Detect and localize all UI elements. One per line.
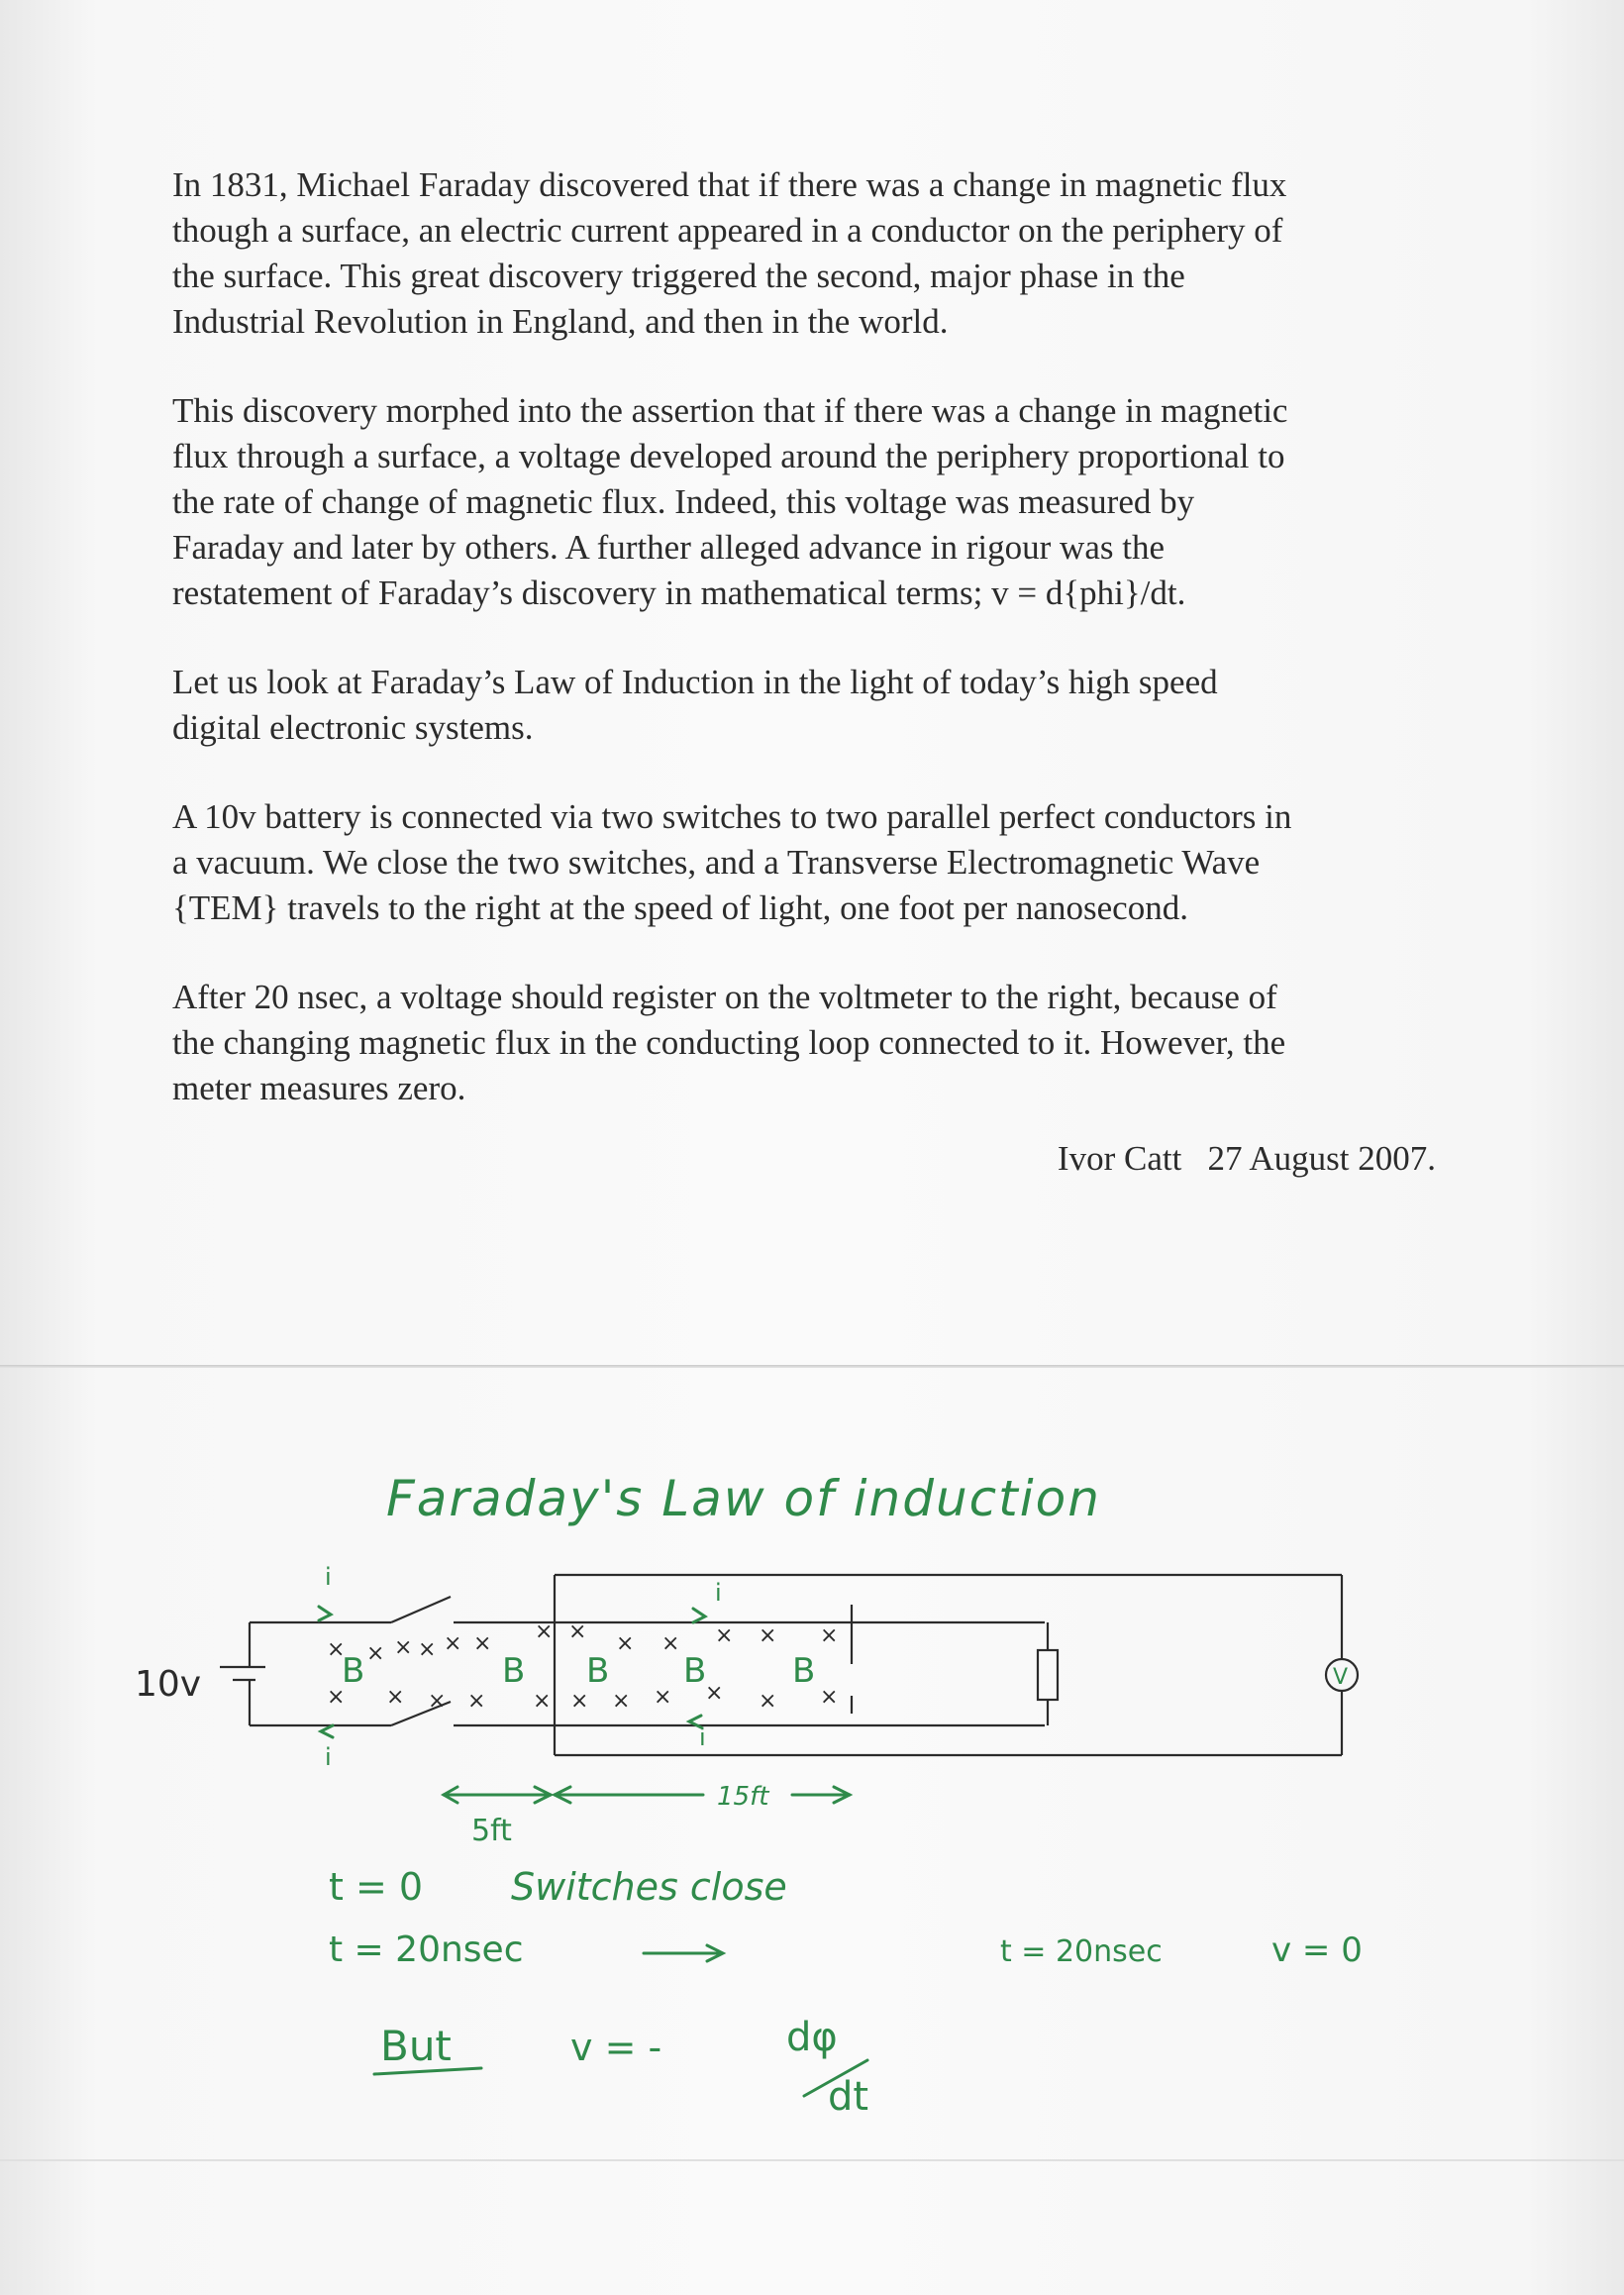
voltmeter-label: V xyxy=(1333,1665,1349,1690)
paragraph-5: After 20 nsec, a voltage should register on the voltmeter to the right, because of the changing magnetic flux in the conducting loop connected to it. However, the meter measures zero. xyxy=(172,978,1286,1107)
lower-paper-edge xyxy=(0,2159,1624,2161)
dim-5ft: 5ft xyxy=(471,1814,512,1848)
field-x: × xyxy=(820,1623,839,1648)
b-label: B xyxy=(342,1651,365,1691)
field-x: × xyxy=(327,1637,346,1662)
paragraph-4: A 10v battery is connected via two switches to two parallel perfect conductors in a vacuum. We close the two switches, and a Transverse Electromagnetic Wave {TEM} travels to the right at the speed of light, one foot per nanosecond. xyxy=(172,797,1292,927)
time-20nsec: t = 20nsec xyxy=(329,1930,524,1970)
time-20nsec-right: t = 20nsec xyxy=(1000,1934,1163,1969)
field-x: × xyxy=(616,1631,635,1656)
current-label: i xyxy=(715,1579,722,1607)
field-x: × xyxy=(568,1619,587,1644)
field-x: × xyxy=(366,1641,385,1666)
handwritten-diagram xyxy=(0,1367,1624,2258)
letter-body xyxy=(172,162,1450,1155)
time-zero: t = 0 xyxy=(329,1865,424,1909)
b-label: B xyxy=(586,1651,610,1691)
field-x: × xyxy=(418,1637,437,1662)
field-x: × xyxy=(386,1685,405,1710)
field-x: × xyxy=(759,1623,777,1648)
battery-label: 10v xyxy=(135,1664,202,1705)
current-label: i xyxy=(325,1743,332,1771)
field-x: × xyxy=(535,1619,554,1644)
field-labels xyxy=(342,1651,815,1691)
resistor xyxy=(1038,1622,1058,1725)
dim-15ft: 15ft xyxy=(717,1782,769,1812)
equation-denominator: dt xyxy=(828,2074,869,2120)
b-label: B xyxy=(792,1651,816,1691)
arrow-right xyxy=(644,1945,723,1961)
but-label: But xyxy=(380,2022,452,2070)
field-x: × xyxy=(820,1685,839,1710)
field-x: × xyxy=(715,1623,734,1648)
voltage-zero: v = 0 xyxy=(1271,1930,1363,1970)
field-x: × xyxy=(428,1689,447,1714)
field-x: × xyxy=(570,1689,589,1714)
switches-close-text: Switches close xyxy=(511,1865,787,1909)
signature-line: Ivor Catt 27 August 2007. xyxy=(1057,1139,1436,1178)
voltmeter-loop xyxy=(555,1575,1342,1755)
field-x: × xyxy=(327,1685,346,1710)
diagram-title: Faraday's Law of induction xyxy=(386,1470,1101,1527)
paragraph-1: In 1831, Michael Faraday discovered that if there was a change in magnetic flux though a surface, an electric current appeared in a conductor on the periphery of the surface. This great discovery triggered the second, major phase in the Industrial Revolution in England, and then in the world. xyxy=(172,165,1287,341)
dimension-arrows xyxy=(444,1782,850,1848)
field-marks xyxy=(327,1619,838,1714)
switch-top xyxy=(391,1597,555,1622)
field-x: × xyxy=(661,1631,680,1656)
paragraph-3: Let us look at Faraday’s Law of Induction in the light of today’s high speed digital electronic systems. xyxy=(172,663,1218,747)
battery-symbol xyxy=(220,1622,265,1725)
equation-lhs: v = - xyxy=(570,2026,662,2069)
current-label: i xyxy=(325,1563,332,1591)
current-label: i xyxy=(699,1723,706,1751)
equation-numerator: dφ xyxy=(786,2015,838,2060)
field-x: × xyxy=(654,1685,672,1710)
field-x: × xyxy=(705,1681,724,1706)
b-label: B xyxy=(502,1651,526,1691)
field-x: × xyxy=(394,1635,413,1660)
field-x: × xyxy=(444,1631,462,1656)
source-wires xyxy=(250,1622,391,1725)
b-label: B xyxy=(683,1651,707,1691)
field-x: × xyxy=(612,1689,631,1714)
field-x: × xyxy=(759,1689,777,1714)
field-x: × xyxy=(473,1631,492,1656)
field-x: × xyxy=(533,1689,552,1714)
field-x: × xyxy=(467,1689,486,1714)
paragraph-2: This discovery morphed into the assertion that if there was a change in magnetic flux through a surface, a voltage developed around the periphery proportional to the rate of change of magnetic flux. Indeed, this voltage was measured by Faraday and later by others. A further alleged advance in rigour was the restatement of Faraday’s discovery in mathematical terms; v = d{phi}/dt. xyxy=(172,391,1288,612)
